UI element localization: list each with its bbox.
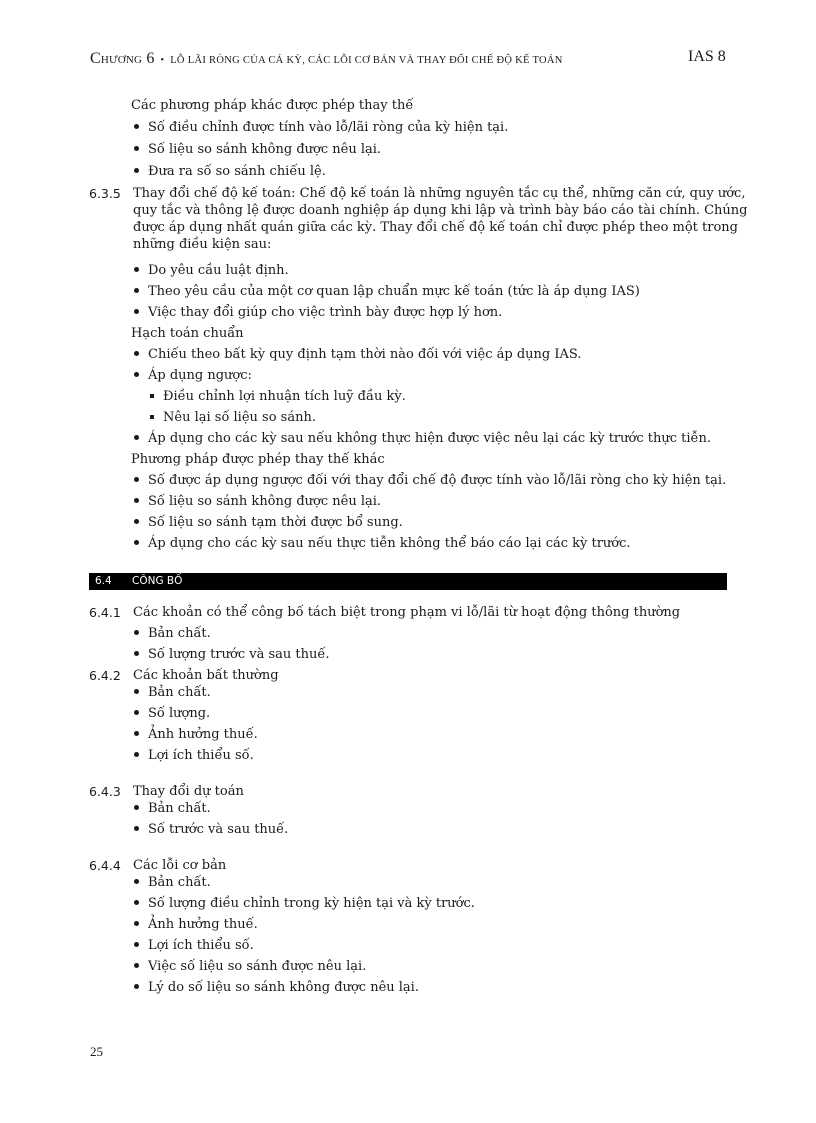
list-item: Chiếu theo bất kỳ quy định tạm thời nào đối với việc áp dụng IAS. (134, 347, 581, 363)
section-header-bar (89, 573, 727, 590)
square-bullet-icon (150, 415, 154, 419)
sub-list-item: Điều chỉnh lợi nhuận tích luỹ đầu kỳ. (150, 389, 406, 405)
list-item: Bản chất. (134, 875, 211, 891)
bullet-icon (134, 752, 139, 757)
page-number: 25 (90, 1044, 103, 1059)
bullet-icon (134, 288, 139, 293)
bullet-icon (134, 984, 139, 989)
list-item: Việc thay đổi giúp cho việc trình bày được hợp lý hơn. (134, 305, 502, 321)
section-title: CÔNG BỐ (132, 575, 183, 587)
bullet-icon (134, 540, 139, 545)
bullet-icon (134, 710, 139, 715)
list-item: Số được áp dụng ngược đối với thay đổi chế độ được tính vào lỗ/lãi ròng cho kỳ hiện tại. (134, 473, 726, 489)
list-item: Áp dụng cho các kỳ sau nếu thực tiễn không thể báo cáo lại các kỳ trước. (134, 536, 631, 552)
list-item: Bản chất. (134, 685, 211, 701)
list-item: Số trước và sau thuế. (134, 822, 288, 838)
bullet-icon (134, 689, 139, 694)
bullet-icon (134, 519, 139, 524)
list-item: Theo yêu cầu của một cơ quan lập chuẩn mực kế toán (tức là áp dụng IAS) (134, 284, 640, 300)
section-number: 6.3.5 (89, 186, 121, 201)
bullet-icon (134, 900, 139, 905)
list-item: Áp dụng ngược: (134, 368, 252, 384)
running-header (90, 50, 563, 68)
list-item: Lợi ích thiểu số. (134, 748, 254, 764)
paragraph-line: Thay đổi chế độ kế toán: Chế độ kế toán là những nguyên tắc cụ thể, những căn cứ, quy ước, (133, 186, 746, 201)
bullet-icon (134, 498, 139, 503)
list-item: Số lượng điều chỉnh trong kỳ hiện tại và kỳ trước. (134, 896, 475, 912)
bullet-icon (134, 731, 139, 736)
list-item: Ảnh hưởng thuế. (134, 917, 258, 933)
square-bullet-icon (150, 394, 154, 398)
alt-heading: Phương pháp được phép thay thế khác (131, 452, 385, 467)
bullet-icon (134, 168, 139, 173)
section-number: 6.4.3 (89, 784, 121, 799)
list-item: Do yêu cầu luật định. (134, 263, 289, 279)
subsection-title: Các khoản có thể công bố tách biệt trong phạm vi lỗ/lãi từ hoạt động thông thường (133, 605, 681, 620)
bullet-icon (134, 630, 139, 635)
bullet-icon (134, 267, 139, 272)
bullet-icon (134, 146, 139, 151)
paragraph-line: quy tắc và thông lệ được doanh nghiệp áp dụng khi lập và trình bày báo cáo tài chính. Chúng (133, 203, 748, 218)
bullet-icon (134, 124, 139, 129)
list-item: Lợi ích thiểu số. (134, 938, 254, 954)
bullet-icon (134, 879, 139, 884)
list-item: Số lượng trước và sau thuế. (134, 647, 329, 663)
subsection-title: Các lỗi cơ bản (133, 858, 227, 873)
bullet-icon (134, 309, 139, 314)
list-item: Số lượng. (134, 706, 210, 722)
list-item: Số liệu so sánh không được nêu lại. (134, 142, 381, 158)
header-separator: • (160, 55, 165, 66)
subsection-title: Thay đổi dự toán (133, 784, 244, 799)
list-item: Bản chất. (134, 801, 211, 817)
list-item: Lý do số liệu so sánh không được nêu lại. (134, 980, 419, 996)
bullet-icon (134, 963, 139, 968)
alt-methods-heading: Các phương pháp khác được phép thay thế (131, 98, 414, 113)
standard-label: IAS 8 (688, 48, 726, 65)
section-number: 6.4.2 (89, 668, 121, 683)
list-item: Việc số liệu so sánh được nêu lại. (134, 959, 366, 975)
bullet-icon (134, 942, 139, 947)
list-item: Số liệu so sánh không được nêu lại. (134, 494, 381, 510)
section-number: 6.4.1 (89, 605, 121, 620)
bullet-icon (134, 921, 139, 926)
sub-list-item: Nêu lại số liệu so sánh. (150, 410, 316, 426)
list-item: Đưa ra số so sánh chiếu lệ. (134, 164, 326, 180)
list-item: Ảnh hưởng thuế. (134, 727, 258, 743)
bullet-icon (134, 351, 139, 356)
bullet-icon (134, 435, 139, 440)
paragraph-line: được áp dụng nhất quán giữa các kỳ. Thay đổi chế độ kế toán chỉ được phép theo một trong (133, 220, 738, 235)
list-item: Áp dụng cho các kỳ sau nếu không thực hiện được việc nêu lại các kỳ trước thực tiễn. (134, 431, 711, 447)
paragraph-line: những điều kiện sau: (133, 237, 272, 252)
section-number: 6.4.4 (89, 858, 121, 873)
bullet-icon (134, 651, 139, 656)
section-number: 6.4 (95, 575, 112, 587)
bullet-icon (134, 477, 139, 482)
list-item: Số điều chỉnh được tính vào lỗ/lãi ròng của kỳ hiện tại. (134, 120, 508, 136)
list-item: Số liệu so sánh tạm thời được bổ sung. (134, 515, 403, 531)
bullet-icon (134, 372, 139, 377)
chapter-label: Chương 6 (90, 50, 155, 67)
bullet-icon (134, 805, 139, 810)
chapter-title: LỖ LÃI RÒNG CỦA CÁ KỲ, CÁC LỖI CƠ BẢN VÀ THAY ĐỔI CHẾ ĐỘ KẾ TOÁN (170, 55, 563, 66)
list-item: Bản chất. (134, 626, 211, 642)
bullet-icon (134, 826, 139, 831)
subsection-title: Các khoản bất thường (133, 668, 279, 683)
benchmark-heading: Hạch toán chuẩn (131, 326, 244, 341)
